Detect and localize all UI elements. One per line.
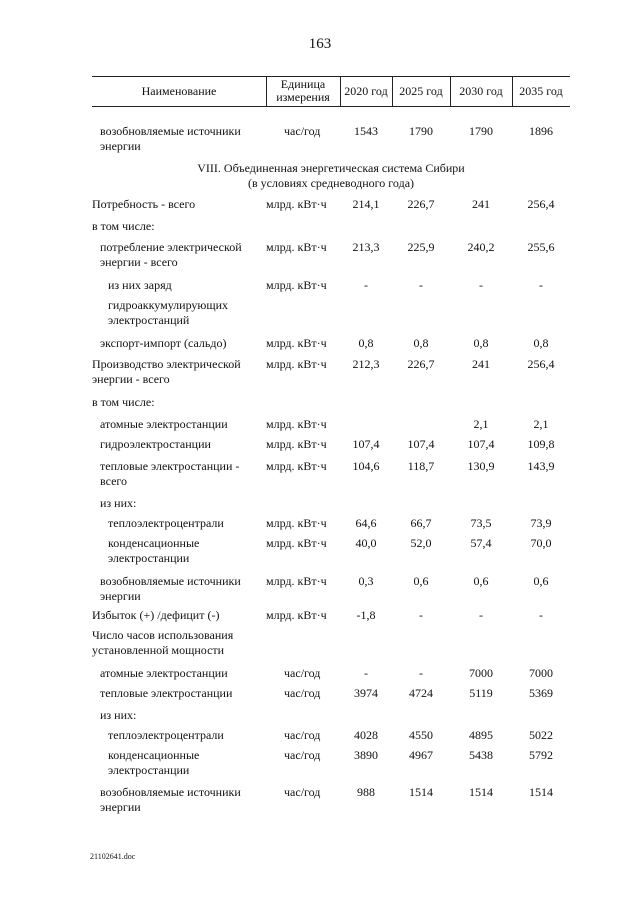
row-value-2025: -: [419, 278, 423, 292]
row-name: Потребность - всего: [92, 197, 196, 211]
row-value-2020: 988: [357, 785, 375, 799]
row-unit: млрд. кВт·ч: [266, 197, 327, 211]
row-value-2025: 118,7: [407, 459, 435, 473]
row-value-2020: 213,3: [352, 240, 380, 254]
row-unit: млрд. кВт·ч: [266, 459, 327, 473]
section-title: VIII. Объединенная энергетическая система Сибири: [197, 161, 465, 175]
row-unit: млрд. кВт·ч: [266, 278, 327, 292]
row-name: конденсационные электростанции: [108, 748, 200, 777]
row-value-2020: 3890: [354, 748, 378, 762]
row-value-2020: -1,8: [356, 608, 376, 622]
row-value-2020: 104,6: [352, 459, 380, 473]
row-value-2020: -: [364, 278, 368, 292]
row-value-2035: 109,8: [527, 437, 555, 451]
row-unit: млрд. кВт·ч: [266, 336, 327, 350]
row-name: Производство электрической энергии - всего: [92, 357, 241, 386]
row-value-2035: 143,9: [527, 459, 555, 473]
row-name: тепловые электростанции - всего: [100, 459, 240, 488]
row-value-2020: 3974: [354, 686, 378, 700]
header-year-2025: 2025 год: [399, 83, 443, 98]
row-name: Число часов использования установленной мощности: [92, 628, 234, 657]
row-unit: час/год: [284, 124, 321, 138]
header-unit: Единица измерения: [276, 77, 330, 104]
row-value-2030: -: [479, 608, 483, 622]
section-subtitle: (в условиях средневодного года): [247, 176, 415, 190]
row-value-2025: 66,7: [410, 516, 432, 530]
row-value-2035: -: [539, 278, 543, 292]
row-value-2030: 4895: [469, 728, 493, 742]
row-value-2035: 2,1: [533, 417, 549, 431]
row-value-2020: 4028: [354, 728, 378, 742]
row-value-2020: -: [364, 666, 368, 680]
row-name: из них:: [100, 708, 137, 722]
row-value-2025: 0,8: [413, 336, 429, 350]
row-value-2030: 107,4: [467, 437, 495, 451]
row-value-2025: 1790: [409, 124, 433, 138]
row-value-2020: 0,3: [358, 574, 374, 588]
row-value-2025: 4967: [409, 748, 433, 762]
row-unit: млрд. кВт·ч: [266, 608, 327, 622]
row-value-2030: 1514: [469, 785, 493, 799]
row-unit: час/год: [284, 785, 321, 799]
row-unit: млрд. кВт·ч: [266, 574, 327, 588]
row-value-2030: 2,1: [473, 417, 489, 431]
row-name: тепловые электростанции: [100, 686, 233, 700]
row-value-2025: 4550: [409, 728, 433, 742]
header-year-2035: 2035 год: [519, 83, 563, 98]
row-name: гидроэлектростанции: [100, 437, 211, 451]
row-value-2035: 255,6: [527, 240, 555, 254]
row-name: Избыток (+) /дефицит (-): [92, 608, 220, 622]
row-name: экспорт-импорт (сальдо): [100, 336, 227, 350]
row-unit: млрд. кВт·ч: [266, 437, 327, 451]
row-name: атомные электростанции: [100, 666, 228, 680]
row-value-2035: 1896: [529, 124, 553, 138]
row-value-2025: 107,4: [407, 437, 435, 451]
row-name: из них:: [100, 496, 137, 510]
row-name: конденсационные электростанции: [108, 536, 200, 565]
row-unit: млрд. кВт·ч: [266, 417, 327, 431]
row-value-2030: 57,4: [470, 536, 492, 550]
row-unit: час/год: [284, 666, 321, 680]
row-name: гидроаккумулирующих электростанций: [108, 298, 229, 327]
row-value-2030: 0,6: [473, 574, 489, 588]
row-value-2020: 0,8: [358, 336, 374, 350]
row-value-2025: 0,6: [413, 574, 429, 588]
row-value-2035: 73,9: [530, 516, 552, 530]
row-unit: млрд. кВт·ч: [266, 357, 327, 371]
header-year-2020: 2020 год: [344, 83, 388, 98]
row-value-2030: 0,8: [473, 336, 489, 350]
row-value-2030: 241: [472, 197, 490, 211]
row-name: возобновляемые источники энергии: [100, 785, 241, 814]
row-name: в том числе:: [92, 219, 155, 233]
row-value-2030: 73,5: [470, 516, 492, 530]
row-value-2030: -: [479, 278, 483, 292]
row-value-2035: 0,8: [533, 336, 549, 350]
document-footer: 21102641.doc: [90, 852, 136, 861]
row-value-2025: 225,9: [407, 240, 435, 254]
row-value-2035: 1514: [529, 785, 553, 799]
row-value-2025: 226,7: [407, 197, 435, 211]
row-value-2025: -: [419, 666, 423, 680]
row-name: возобновляемые источники энергии: [100, 124, 241, 153]
row-value-2030: 1790: [469, 124, 493, 138]
row-name: в том числе:: [92, 395, 155, 409]
row-name: теплоэлектроцентрали: [108, 516, 224, 530]
row-value-2035: 256,4: [527, 197, 555, 211]
row-name: атомные электростанции: [100, 417, 228, 431]
row-value-2030: 130,9: [467, 459, 495, 473]
table-header-bottom-border: [92, 106, 570, 107]
header-name: Наименование: [141, 83, 217, 98]
row-unit: час/год: [284, 748, 321, 762]
row-unit: млрд. кВт·ч: [266, 536, 327, 550]
row-value-2030: 7000: [469, 666, 493, 680]
header-year-2030: 2030 год: [459, 83, 503, 98]
row-value-2025: -: [419, 608, 423, 622]
row-name: возобновляемые источники энергии: [100, 574, 241, 603]
row-name: из них заряд: [108, 278, 172, 292]
row-value-2035: 70,0: [530, 536, 552, 550]
row-unit: час/год: [284, 686, 321, 700]
row-value-2030: 240,2: [467, 240, 495, 254]
row-name: теплоэлектроцентрали: [108, 728, 224, 742]
row-value-2035: -: [539, 608, 543, 622]
row-value-2030: 241: [472, 357, 490, 371]
row-value-2025: 226,7: [407, 357, 435, 371]
row-unit: млрд. кВт·ч: [266, 240, 327, 254]
row-name: потребление электрической энергии - всего: [100, 240, 242, 269]
row-value-2020: 64,6: [355, 516, 377, 530]
row-value-2025: 1514: [409, 785, 433, 799]
row-value-2020: 107,4: [352, 437, 380, 451]
row-value-2035: 7000: [529, 666, 553, 680]
row-value-2035: 5792: [529, 748, 553, 762]
row-value-2030: 5119: [469, 686, 493, 700]
row-unit: час/год: [284, 728, 321, 742]
row-unit: млрд. кВт·ч: [266, 516, 327, 530]
row-value-2020: 1543: [354, 124, 378, 138]
row-value-2030: 5438: [469, 748, 493, 762]
row-value-2035: 256,4: [527, 357, 555, 371]
row-value-2020: 40,0: [355, 536, 377, 550]
row-value-2020: 212,3: [352, 357, 380, 371]
row-value-2035: 5369: [529, 686, 553, 700]
row-value-2020: 214,1: [352, 197, 380, 211]
row-value-2035: 0,6: [533, 574, 549, 588]
row-value-2025: 4724: [409, 686, 433, 700]
row-value-2035: 5022: [529, 728, 553, 742]
page-number: 163: [308, 36, 332, 52]
row-value-2025: 52,0: [410, 536, 432, 550]
